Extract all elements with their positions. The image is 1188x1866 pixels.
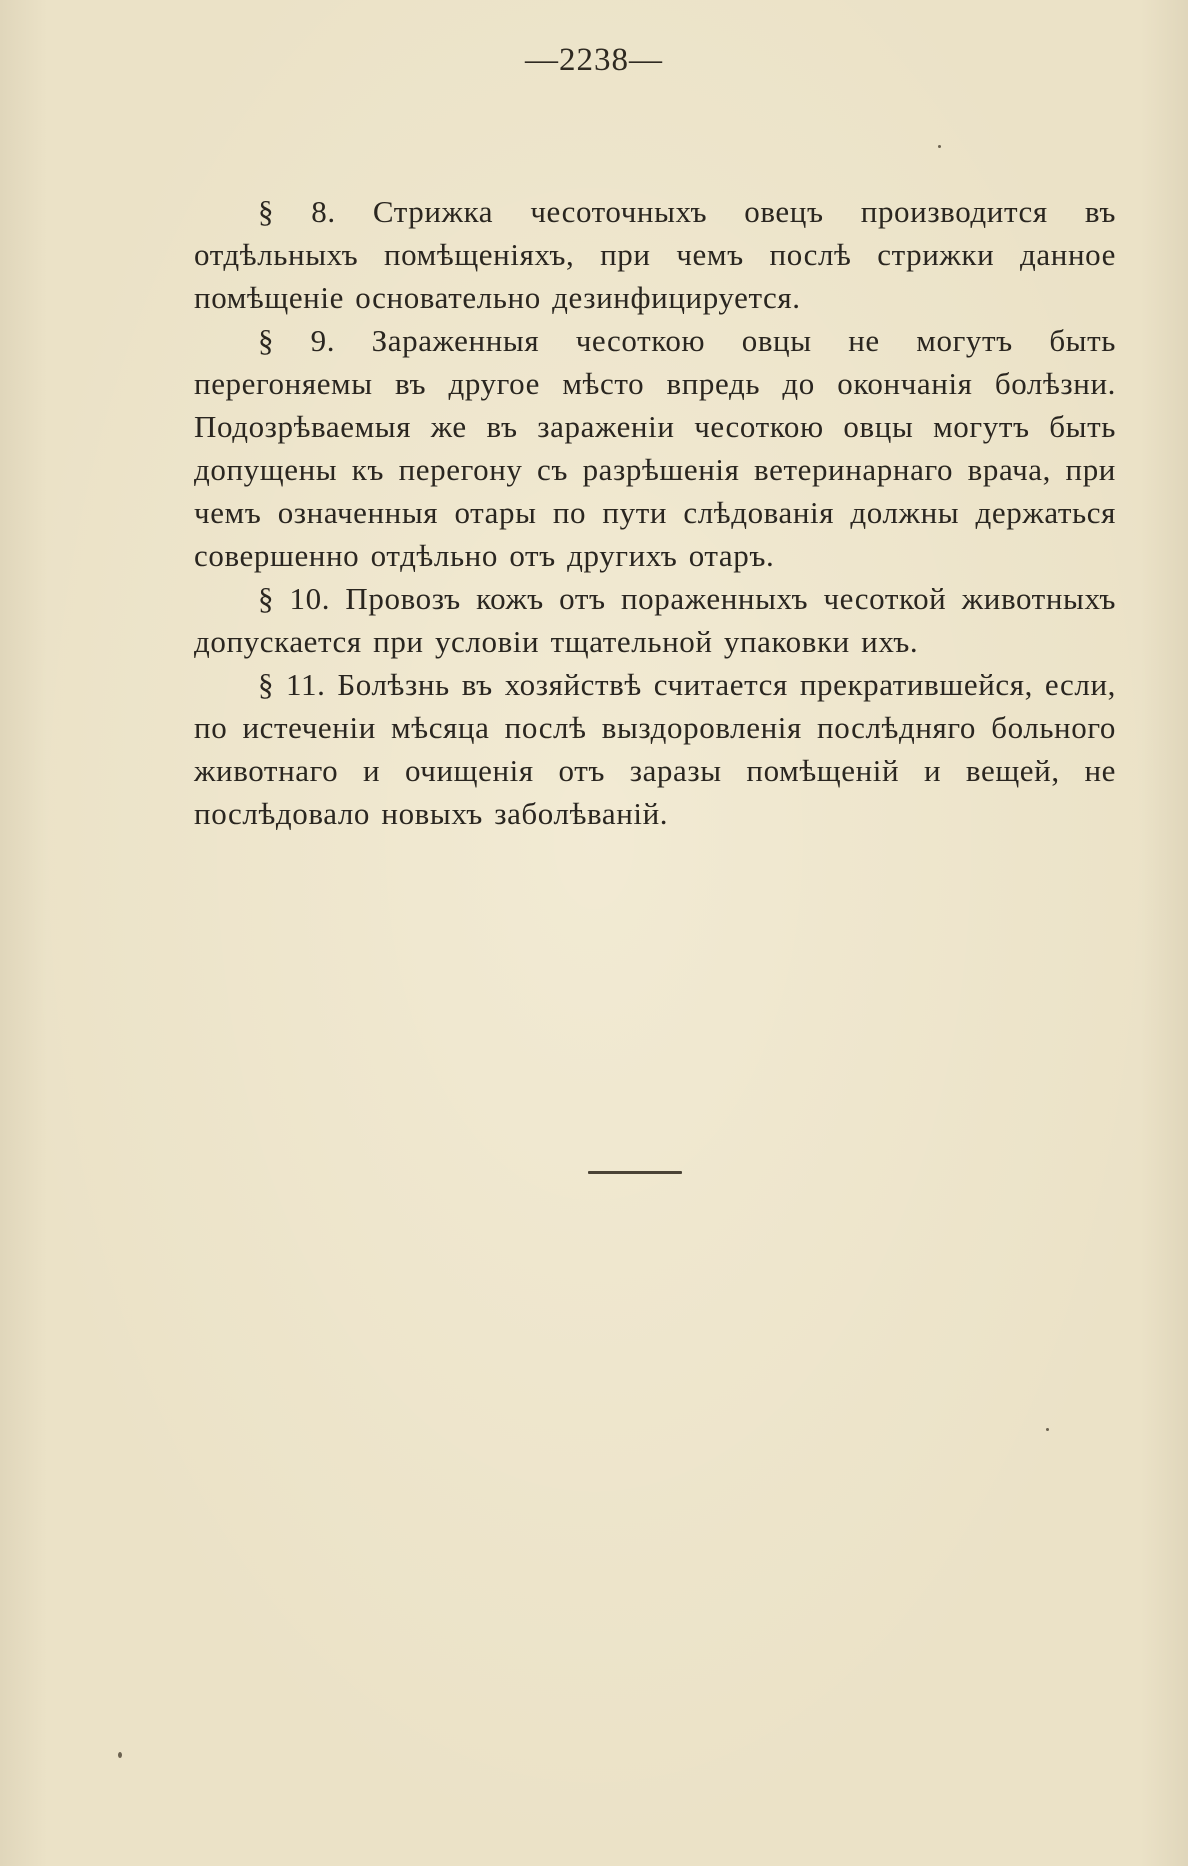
paragraph-8: § 8. Стрижка чесоточныхъ овецъ производится въ отдѣльныхъ помѣщеніяхъ, при чемъ послѣ стрижки данное помѣщеніе основательно дезинфицируется. (194, 194, 1116, 315)
paragraph-10: § 10. Провозъ кожъ отъ пораженныхъ чесоткой животныхъ допускается при условіи тщательной упаковки ихъ. (194, 581, 1116, 659)
paper-speck (118, 1752, 122, 1758)
section-divider (588, 1171, 682, 1174)
paper-speck (1046, 1428, 1049, 1431)
paragraph-9: § 9. Зараженныя чесоткою овцы не могутъ быть перегоняемы въ другое мѣсто впредь до окончанія болѣзни. Подозрѣваемыя же въ зараженіи чесоткою овцы могутъ быть допущены къ перегону съ разрѣшенія ветеринарнаго врача, при чемъ означенныя отары по пути слѣдованія должны держаться совершенно отдѣльно отъ другихъ отаръ. (194, 323, 1116, 573)
body-text (194, 190, 1116, 835)
page-number: —2238— (525, 42, 663, 78)
paragraph-11: § 11. Болѣзнь въ хозяйствѣ считается прекратившейся, если, по истеченіи мѣсяца послѣ выздоровленія послѣдняго больного животнаго и очищенія отъ заразы помѣщеній и вещей, не послѣдовало новыхъ заболѣваній. (194, 667, 1116, 831)
paper-speck (938, 145, 941, 148)
